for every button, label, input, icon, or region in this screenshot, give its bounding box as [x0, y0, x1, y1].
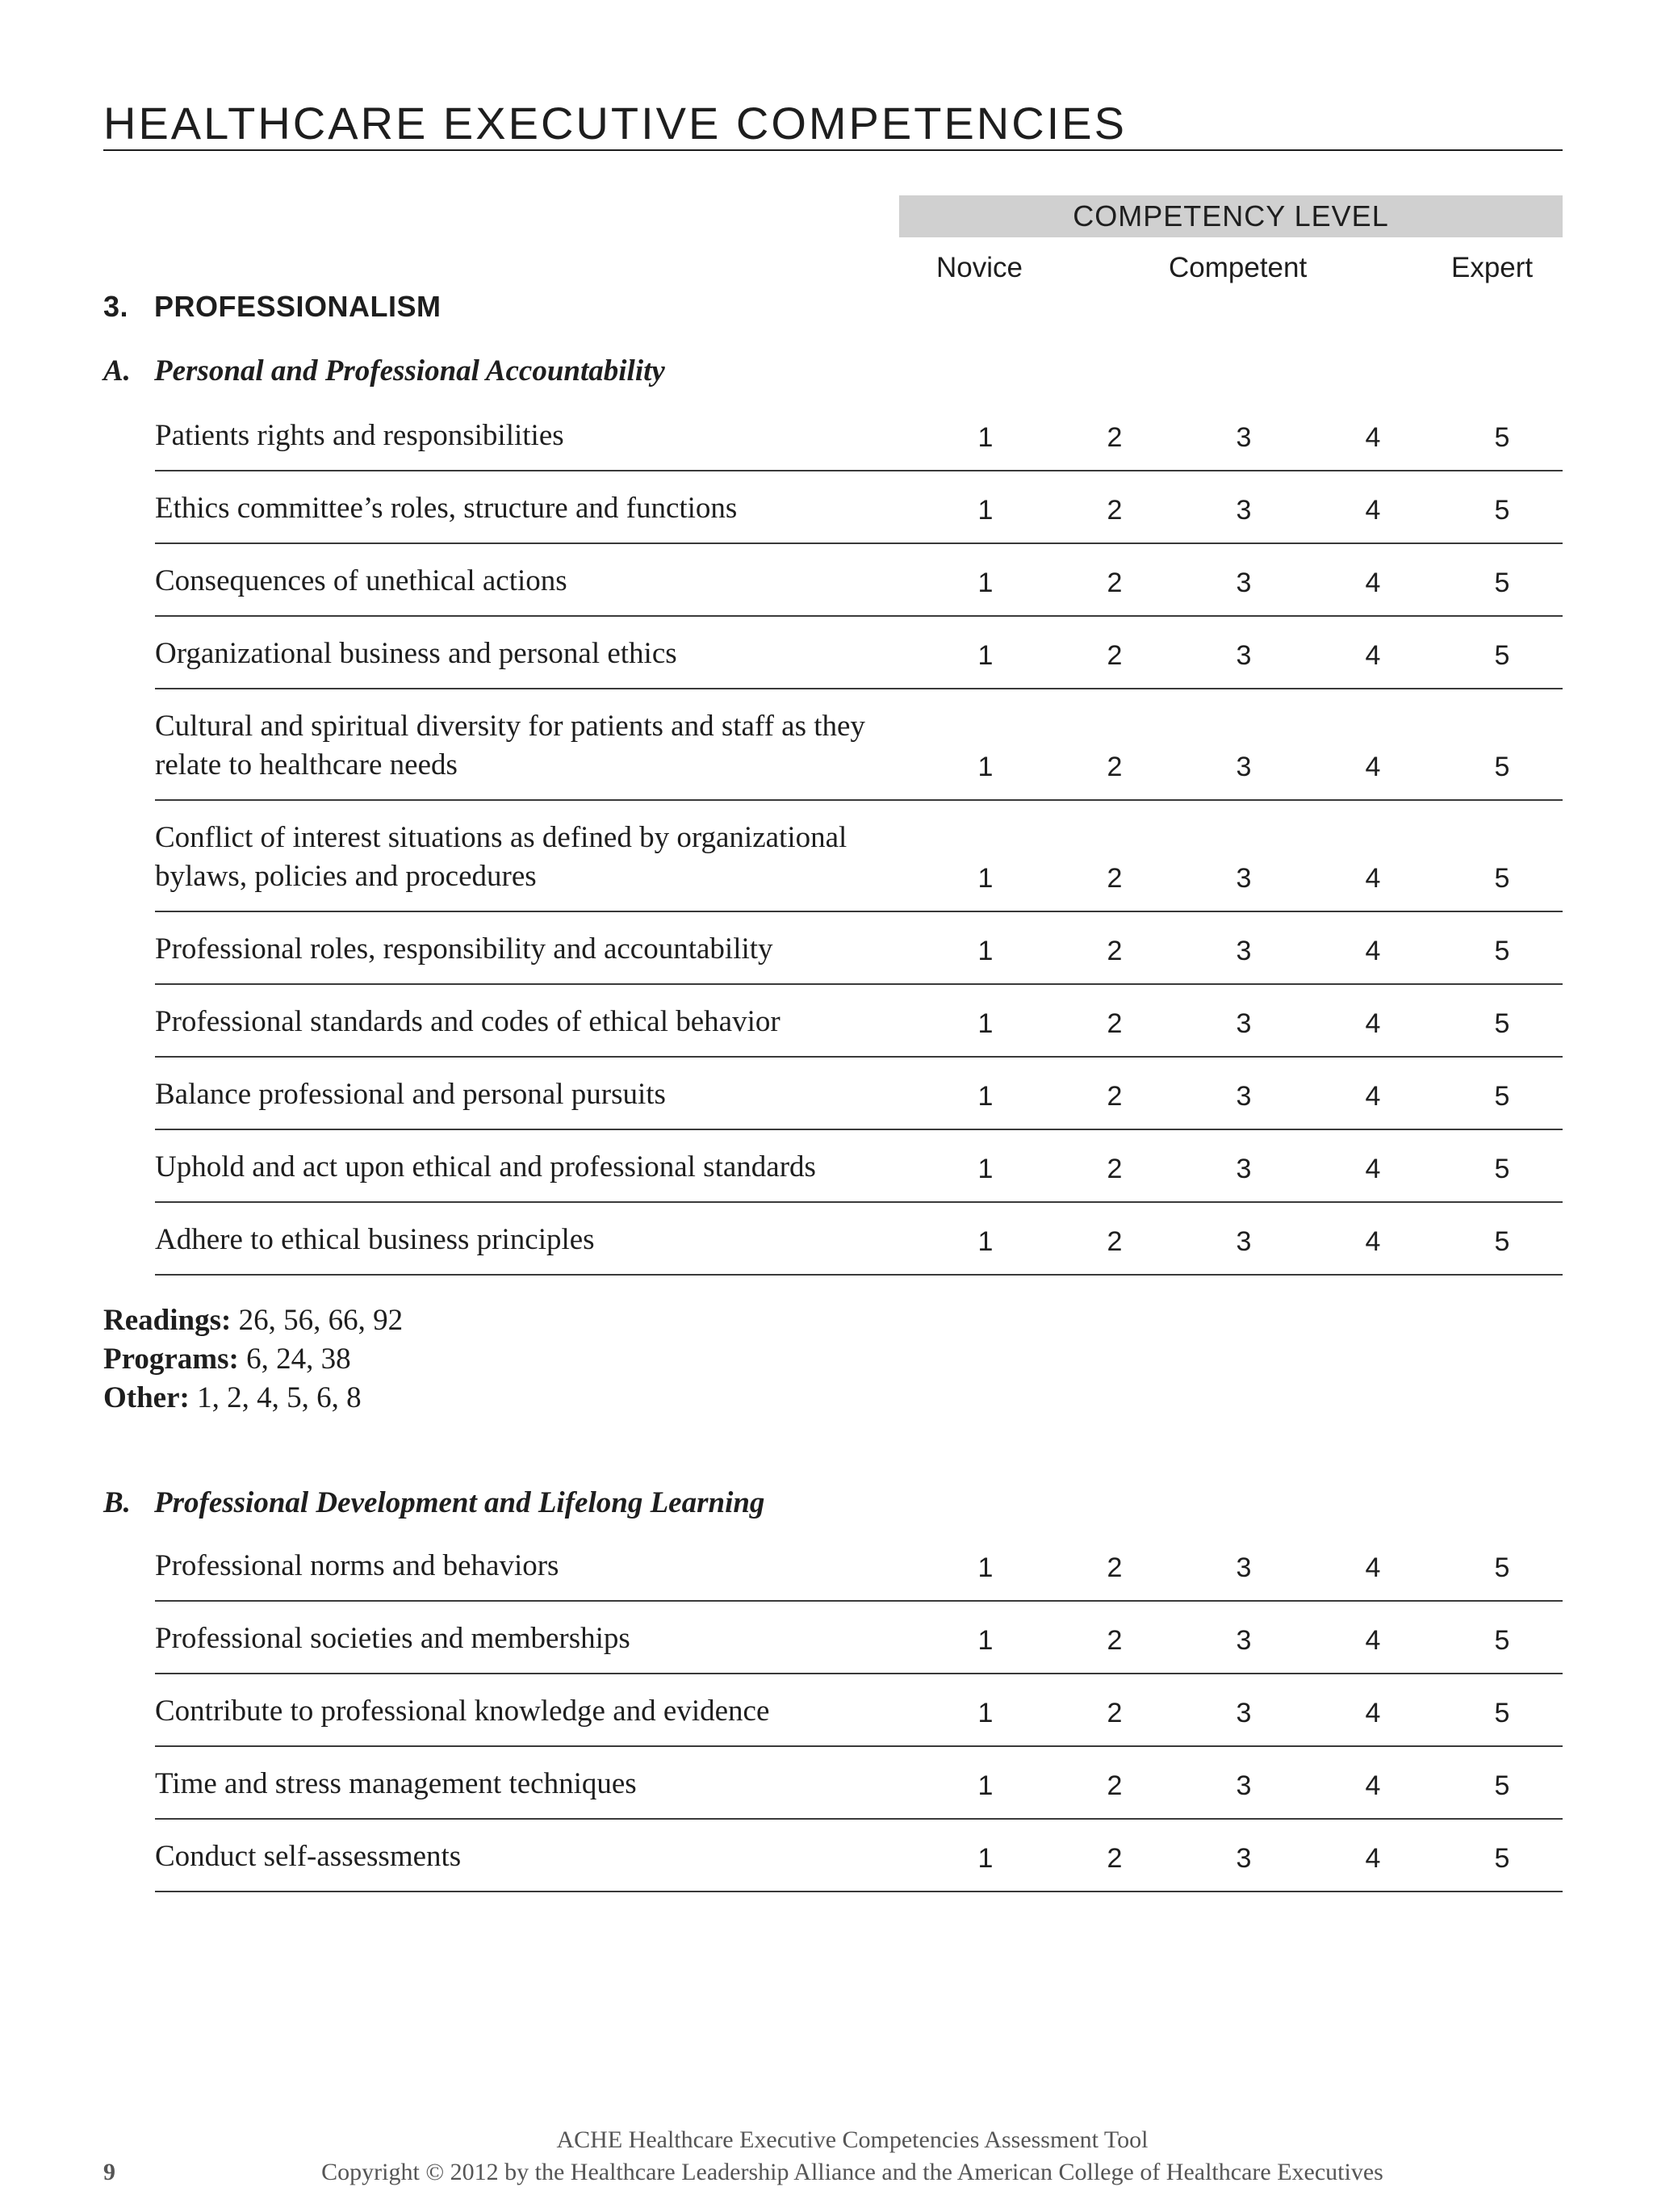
- rating-1[interactable]: 1: [977, 1154, 994, 1184]
- rating-5[interactable]: 5: [1494, 495, 1510, 526]
- rating-3[interactable]: 3: [1236, 422, 1252, 453]
- rating-5[interactable]: 5: [1494, 568, 1510, 598]
- rating-5[interactable]: 5: [1494, 422, 1510, 453]
- rating-4[interactable]: 4: [1365, 1081, 1381, 1112]
- rating-3[interactable]: 3: [1236, 1770, 1252, 1801]
- competency-label: Professional norms and behaviors: [155, 1549, 559, 1582]
- programs-line: [103, 1340, 403, 1379]
- competency-row: [155, 1203, 1563, 1276]
- rating-5[interactable]: 5: [1494, 752, 1510, 782]
- rating-3[interactable]: 3: [1236, 1081, 1252, 1112]
- rating-2[interactable]: 2: [1107, 1625, 1123, 1656]
- rating-3[interactable]: 3: [1236, 936, 1252, 966]
- other-values: 1, 2, 4, 5, 6, 8: [197, 1381, 362, 1414]
- rating-5[interactable]: 5: [1494, 1226, 1510, 1257]
- section-heading: [103, 289, 441, 325]
- rating-5[interactable]: 5: [1494, 1698, 1510, 1728]
- rating-2[interactable]: 2: [1107, 752, 1123, 782]
- rating-4[interactable]: 4: [1365, 1770, 1381, 1801]
- rating-2[interactable]: 2: [1107, 568, 1123, 598]
- programs-label: Programs:: [103, 1343, 239, 1376]
- other-label: Other:: [103, 1381, 190, 1414]
- competency-label: Organizational business and personal ethics: [155, 637, 677, 670]
- rating-2[interactable]: 2: [1107, 1698, 1123, 1728]
- rating-4[interactable]: 4: [1365, 422, 1381, 453]
- rating-2[interactable]: 2: [1107, 640, 1123, 671]
- rating-1[interactable]: 1: [977, 568, 994, 598]
- subsection-a-heading: [103, 354, 665, 389]
- footer-copyright: Copyright © 2012 by the Healthcare Leadership Alliance and the American College of Healthcare Executives: [321, 2159, 1383, 2185]
- competency-row: [155, 1058, 1563, 1130]
- page-title: HEALTHCARE EXECUTIVE COMPETENCIES: [103, 98, 1127, 149]
- rating-4[interactable]: 4: [1365, 1226, 1381, 1257]
- rating-2[interactable]: 2: [1107, 863, 1123, 894]
- rating-1[interactable]: 1: [977, 936, 994, 966]
- scale-label-competent: Competent: [1169, 252, 1308, 283]
- rating-1[interactable]: 1: [977, 1081, 994, 1112]
- rating-3[interactable]: 3: [1236, 1154, 1252, 1184]
- competency-row: [155, 1674, 1563, 1747]
- competency-label: Time and stress management techniques: [155, 1767, 637, 1800]
- competency-label: Adhere to ethical business principles: [155, 1223, 595, 1256]
- rating-3[interactable]: 3: [1236, 568, 1252, 598]
- rating-5[interactable]: 5: [1494, 1154, 1510, 1184]
- rating-1[interactable]: 1: [977, 1843, 994, 1874]
- resources-block: [103, 1301, 403, 1418]
- rating-2[interactable]: 2: [1107, 1008, 1123, 1039]
- rating-4[interactable]: 4: [1365, 495, 1381, 526]
- competency-row: [155, 1602, 1563, 1674]
- competency-label: Professional societies and memberships: [155, 1622, 630, 1655]
- competency-label: Conduct self-assessments: [155, 1840, 462, 1873]
- rating-5[interactable]: 5: [1494, 1843, 1510, 1874]
- competency-row: [155, 801, 1563, 912]
- rating-1[interactable]: 1: [977, 752, 994, 782]
- readings-values: 26, 56, 66, 92: [238, 1304, 404, 1337]
- scale-label-expert: Expert: [1451, 252, 1534, 283]
- rating-4[interactable]: 4: [1365, 1843, 1381, 1874]
- rating-5[interactable]: 5: [1494, 1625, 1510, 1656]
- rating-3[interactable]: 3: [1236, 1625, 1252, 1656]
- rating-4[interactable]: 4: [1365, 1008, 1381, 1039]
- scale-label-novice: Novice: [936, 252, 1023, 283]
- rating-2[interactable]: 2: [1107, 1770, 1123, 1801]
- rating-3[interactable]: 3: [1236, 495, 1252, 526]
- rating-1[interactable]: 1: [977, 1770, 994, 1801]
- competency-level-band: COMPETENCY LEVEL: [899, 195, 1563, 237]
- competency-label: Professional roles, responsibility and accountability: [155, 932, 773, 966]
- rating-1[interactable]: 1: [977, 1625, 994, 1656]
- footer-tool-name: ACHE Healthcare Executive Competencies Assessment Tool: [556, 2126, 1149, 2153]
- rating-5[interactable]: 5: [1494, 863, 1510, 894]
- competency-row: [155, 617, 1563, 689]
- rating-2[interactable]: 2: [1107, 1081, 1123, 1112]
- competency-label: Cultural and spiritual diversity for patients and staff as they relate to healthcare needs: [155, 710, 865, 781]
- programs-values: 6, 24, 38: [246, 1343, 351, 1376]
- other-line: [103, 1379, 403, 1418]
- rating-1[interactable]: 1: [977, 1552, 994, 1583]
- competency-row: [155, 689, 1563, 801]
- competency-list-a: [155, 399, 1563, 1276]
- rating-5[interactable]: 5: [1494, 936, 1510, 966]
- rating-1[interactable]: 1: [977, 863, 994, 894]
- competency-label: Patients rights and responsibilities: [155, 419, 564, 452]
- competency-row: [155, 1529, 1563, 1602]
- rating-4[interactable]: 4: [1365, 568, 1381, 598]
- rating-4[interactable]: 4: [1365, 1625, 1381, 1656]
- competency-row: [155, 1130, 1563, 1203]
- subsection-b-heading: [103, 1485, 764, 1521]
- rating-3[interactable]: 3: [1236, 640, 1252, 671]
- competency-label: Conflict of interest situations as defined by organizational bylaws, policies and procedures: [155, 821, 847, 893]
- rating-2[interactable]: 2: [1107, 1552, 1123, 1583]
- subsection-b-letter: B.: [103, 1486, 131, 1519]
- competency-row: [155, 544, 1563, 617]
- readings-label: Readings:: [103, 1304, 232, 1337]
- competency-row: [155, 1747, 1563, 1820]
- rating-5[interactable]: 5: [1494, 640, 1510, 671]
- rating-3[interactable]: 3: [1236, 863, 1252, 894]
- subsection-a-letter: A.: [103, 354, 131, 388]
- rating-5[interactable]: 5: [1494, 1770, 1510, 1801]
- rating-4[interactable]: 4: [1365, 640, 1381, 671]
- page-number: 9: [103, 2159, 115, 2185]
- rating-2[interactable]: 2: [1107, 1843, 1123, 1874]
- section-title: PROFESSIONALISM: [154, 290, 441, 323]
- rating-1[interactable]: 1: [977, 495, 994, 526]
- competency-row: [155, 399, 1563, 471]
- subsection-b-title: Professional Development and Lifelong Learning: [154, 1486, 765, 1519]
- rating-2[interactable]: 2: [1107, 422, 1123, 453]
- competency-label: Consequences of unethical actions: [155, 564, 567, 597]
- rating-4[interactable]: 4: [1365, 863, 1381, 894]
- rating-5[interactable]: 5: [1494, 1081, 1510, 1112]
- competency-label: Uphold and act upon ethical and professional standards: [155, 1150, 816, 1184]
- competency-label: Contribute to professional knowledge and evidence: [155, 1695, 770, 1728]
- competency-label: Balance professional and personal pursuits: [155, 1078, 666, 1111]
- rating-2[interactable]: 2: [1107, 936, 1123, 966]
- rating-5[interactable]: 5: [1494, 1552, 1510, 1583]
- rating-4[interactable]: 4: [1365, 1698, 1381, 1728]
- rating-1[interactable]: 1: [977, 1698, 994, 1728]
- rating-2[interactable]: 2: [1107, 1226, 1123, 1257]
- rating-3[interactable]: 3: [1236, 1843, 1252, 1874]
- subsection-a-title: Personal and Professional Accountability: [154, 354, 665, 388]
- section-number: 3.: [103, 290, 129, 323]
- competency-row: [155, 985, 1563, 1058]
- rating-1[interactable]: 1: [977, 640, 994, 671]
- rating-3[interactable]: 3: [1236, 1552, 1252, 1583]
- rating-3[interactable]: 3: [1236, 752, 1252, 782]
- competency-row: [155, 912, 1563, 985]
- rating-4[interactable]: 4: [1365, 936, 1381, 966]
- rating-1[interactable]: 1: [977, 1226, 994, 1257]
- competency-label: Professional standards and codes of ethical behavior: [155, 1005, 780, 1038]
- competency-row: [155, 471, 1563, 544]
- title-divider: [103, 149, 1563, 151]
- rating-3[interactable]: 3: [1236, 1226, 1252, 1257]
- competency-row: [155, 1820, 1563, 1892]
- readings-line: [103, 1301, 403, 1340]
- rating-5[interactable]: 5: [1494, 1008, 1510, 1039]
- rating-4[interactable]: 4: [1365, 1154, 1381, 1184]
- rating-2[interactable]: 2: [1107, 495, 1123, 526]
- rating-3[interactable]: 3: [1236, 1698, 1252, 1728]
- rating-3[interactable]: 3: [1236, 1008, 1252, 1039]
- competency-label: Ethics committee’s roles, structure and functions: [155, 492, 738, 525]
- rating-4[interactable]: 4: [1365, 752, 1381, 782]
- rating-1[interactable]: 1: [977, 1008, 994, 1039]
- competency-list-b: [155, 1529, 1563, 1892]
- rating-1[interactable]: 1: [977, 422, 994, 453]
- rating-4[interactable]: 4: [1365, 1552, 1381, 1583]
- rating-2[interactable]: 2: [1107, 1154, 1123, 1184]
